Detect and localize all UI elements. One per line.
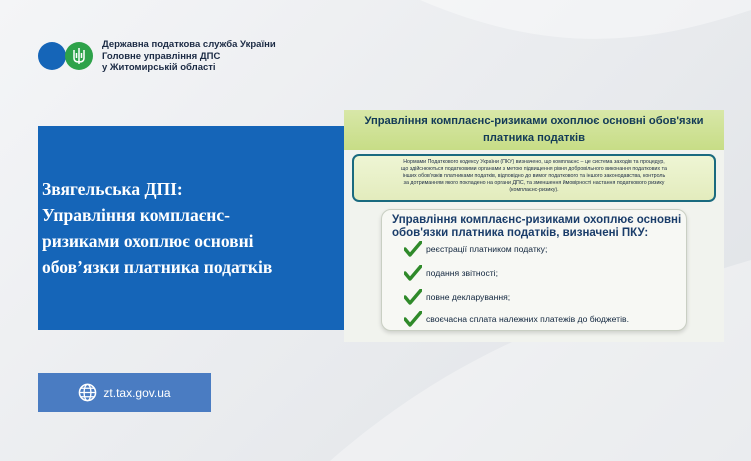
definition-line: Нормами Податкового кодексу України (ПКУ) визначено, що комплаєнс – це система заходів та процедур, <box>403 159 665 165</box>
definition-line: за дотриманням якого покладено на органи ДПС, та зменшення ймовірності настання податкового ризику <box>403 180 665 186</box>
infographic-image <box>344 110 724 342</box>
duty-item <box>404 265 498 281</box>
infographic-header <box>344 110 724 150</box>
org-line-1: Державна податкова служба України <box>102 39 276 50</box>
title-line-3: ризиками охоплює основні <box>42 231 254 251</box>
duty-text: подання звітності; <box>426 268 498 278</box>
globe-icon <box>78 383 97 402</box>
definition-line: інших обов'язків платниками податків, відповідно до вимог податкового та іншого законодавства, контроль <box>402 173 666 179</box>
checkmark-icon <box>404 241 422 257</box>
definition-line: що здійснюються податковими органами з метою підвищення рівня добровільного виконання податкових та <box>401 166 667 172</box>
logo-blue-circle <box>38 42 66 70</box>
org-line-2: Головне управління ДПС <box>102 50 221 62</box>
website-link-label: zt.tax.gov.ua <box>103 385 171 400</box>
page-title <box>38 176 278 280</box>
header <box>38 39 276 74</box>
infographic-header-line-2: платника податків <box>483 132 585 144</box>
title-panel <box>38 126 344 330</box>
duty-text: своєчасна сплата належних платежів до бюджетів. <box>426 314 629 324</box>
checkmark-icon <box>404 311 422 327</box>
duties-title-line-2: обов'язки платника податків, визначені ПКУ: <box>392 226 649 239</box>
duties-title <box>382 210 686 239</box>
duties-title-line-1: Управління комплаєнс-ризиками охоплює основні <box>392 214 682 226</box>
duty-item <box>404 289 510 305</box>
duty-text: реєстрації платником податку; <box>426 244 548 254</box>
definition-box <box>352 154 716 202</box>
org-name <box>102 39 276 74</box>
checkmark-icon <box>404 289 422 305</box>
website-link-button[interactable] <box>38 373 211 412</box>
infographic-header-line-1: Управління комплаєнс-ризиками охоплює основні обов'язки <box>364 115 704 127</box>
trident-icon <box>65 42 93 70</box>
dps-logo <box>38 39 94 73</box>
duty-item <box>404 311 629 327</box>
title-line-2: Управління комплаєнс- <box>42 205 230 225</box>
org-line-3: у Житомирській області <box>102 62 216 73</box>
duty-item <box>404 241 547 257</box>
checkmark-icon <box>404 265 422 281</box>
title-line-1: Звягельська ДПІ: <box>42 179 183 199</box>
definition-line: (комплаєнс-ризику). <box>509 187 559 193</box>
title-line-4: обов’язки платника податків <box>42 257 273 277</box>
duties-box <box>381 209 687 331</box>
duty-text: повне декларування; <box>426 292 511 302</box>
